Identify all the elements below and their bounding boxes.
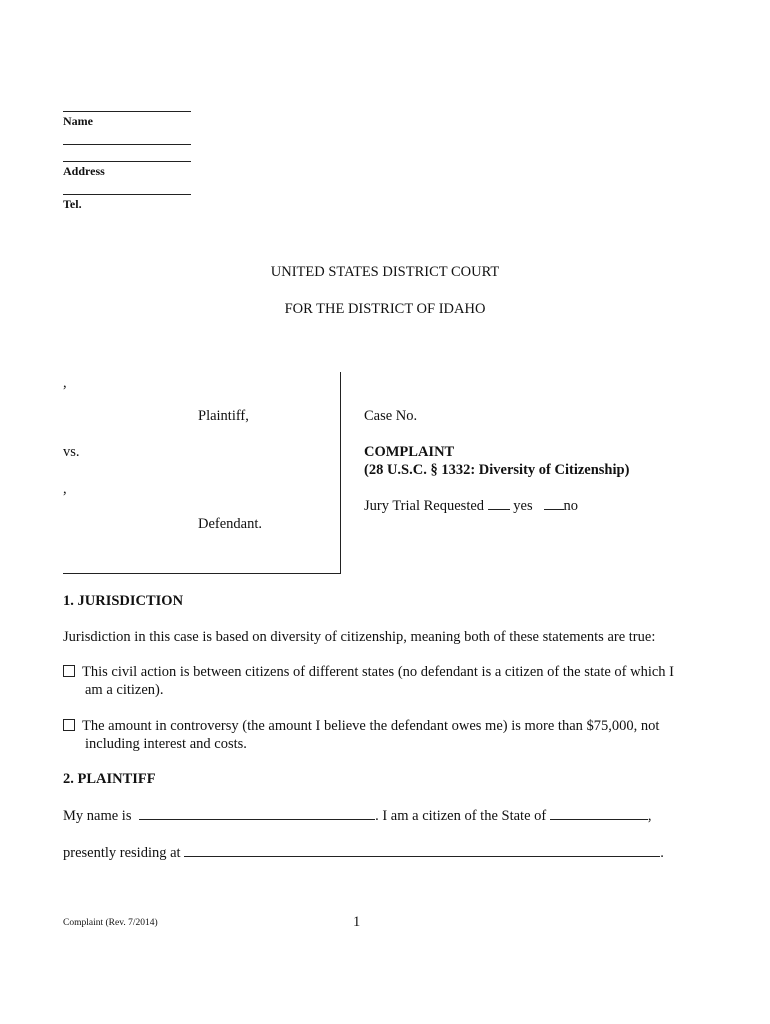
jury-trial-row <box>364 497 578 515</box>
jury-yes-label: yes <box>513 498 533 514</box>
jurisdiction-heading: 1. JURISDICTION <box>63 593 184 609</box>
tel-line[interactable] <box>63 194 191 195</box>
caption-bottom-rule <box>63 573 341 574</box>
address-label: Address <box>63 164 105 178</box>
name-label: Name <box>63 114 93 128</box>
defendant-name-placeholder[interactable]: , <box>63 481 67 497</box>
jurisdiction-item-2-cont: including interest and costs. <box>85 736 247 752</box>
jurisdiction-item-1 <box>63 664 674 681</box>
diversity-checkbox[interactable] <box>63 665 75 677</box>
state-blank[interactable] <box>550 807 648 820</box>
court-name: UNITED STATES DISTRICT COURT <box>270 264 500 280</box>
jury-no-label: no <box>563 498 578 514</box>
tel-label: Tel. <box>63 197 82 211</box>
jurisdiction-item-1-cont: am a citizen). <box>85 682 164 698</box>
jury-trial-label: Jury Trial Requested <box>364 498 485 514</box>
plaintiff-address-row <box>63 844 664 862</box>
jurisdiction-intro: Jurisdiction in this case is based on diversity of citizenship, meaning both of these statements are true: <box>63 629 656 645</box>
jurisdiction-item-2-text: The amount in controversy (the amount I believe the defendant owes me) is more than $75,000, not <box>82 718 660 734</box>
plaintiff-label: Plaintiff, <box>198 408 249 424</box>
page-number: 1 <box>353 914 361 930</box>
plaintiff-name-blank[interactable] <box>139 807 375 820</box>
name-prefix: My name is <box>63 808 132 824</box>
court-district: FOR THE DISTRICT OF IDAHO <box>284 301 486 317</box>
citizen-text: . I am a citizen of the State of <box>375 808 547 824</box>
plaintiff-name-row <box>63 807 651 825</box>
address-line-1[interactable] <box>63 144 191 145</box>
state-comma: , <box>647 808 652 824</box>
name-line[interactable] <box>63 111 191 112</box>
jurisdiction-item-1-text: This civil action is between citizens of different states (no defendant is a citizen of the state of which I <box>82 664 675 680</box>
form-revision: Complaint (Rev. 7/2014) <box>63 918 158 928</box>
defendant-label: Defendant. <box>198 516 263 532</box>
address-line-2[interactable] <box>63 161 191 162</box>
plaintiff-name-placeholder[interactable]: , <box>63 375 67 391</box>
caption-vertical-divider <box>340 372 341 573</box>
case-number-label: Case No. <box>364 408 418 424</box>
vs-label: vs. <box>63 444 80 460</box>
jurisdiction-item-2 <box>63 718 659 735</box>
residing-prefix: presently residing at <box>63 845 181 861</box>
jury-no-blank[interactable] <box>544 497 564 510</box>
residence-period: . <box>660 845 664 861</box>
jury-yes-blank[interactable] <box>488 497 510 510</box>
plaintiff-heading: 2. PLAINTIFF <box>63 771 156 787</box>
complaint-subtitle: (28 U.S.C. § 1332: Diversity of Citizenship) <box>364 462 630 478</box>
complaint-title: COMPLAINT <box>364 444 455 460</box>
residence-blank[interactable] <box>184 844 660 857</box>
amount-checkbox[interactable] <box>63 719 75 731</box>
